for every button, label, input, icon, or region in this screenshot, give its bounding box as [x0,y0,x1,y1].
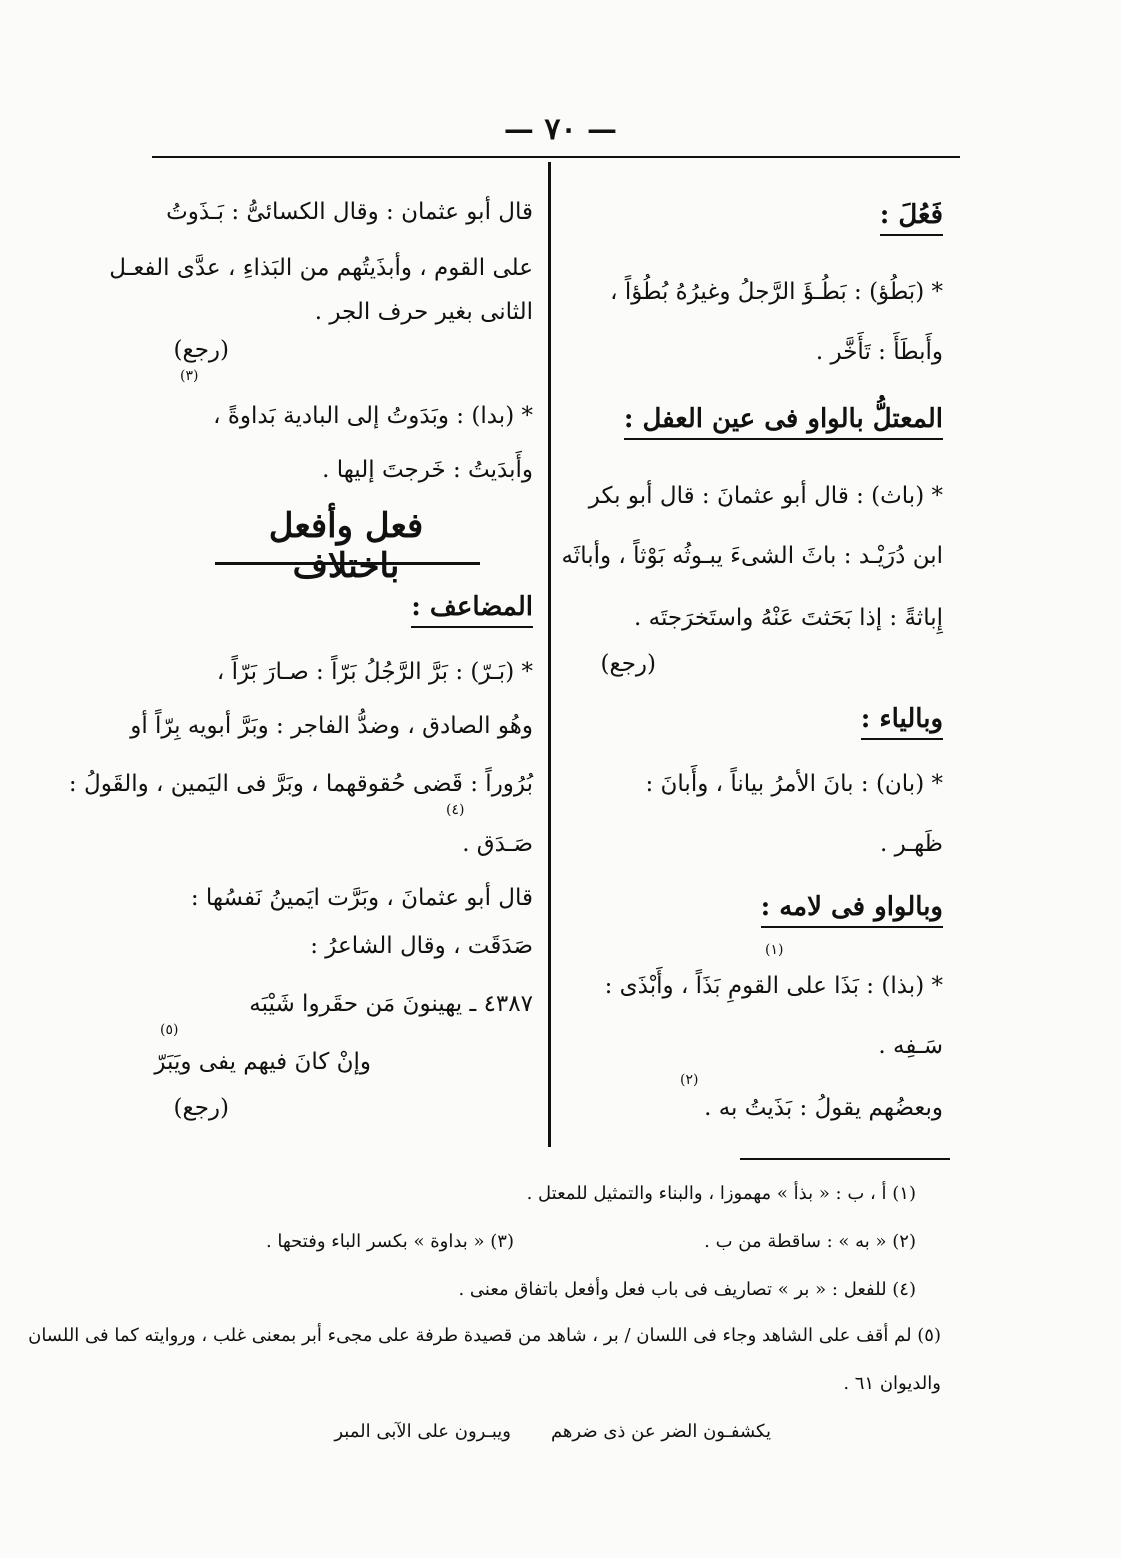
footnote-4: (٤) للفعل : « بر » تصاريف فى باب فعل وأفعل باتفاق معنى . [458,1279,916,1300]
entry-bada-line1: * (بدا) : وبَدَوتُ إلى البادية بَداوةً ، [213,403,533,429]
section-title-rule [215,562,480,565]
return-marker: (رجع) [173,337,229,363]
kisai-line3: الثانى بغير حرف الجر . [314,299,533,325]
footnote-5-line2: والديوان ٦١ . [843,1373,941,1394]
entry-barr-line3: بُرُوراً : قَضى حُقوقهما ، وبَرَّ فى اليَمين ، والقَولُ : [68,771,533,797]
entry-badha-line3: وبعضُهم يقولُ : بَذَيتُ به . [704,1095,943,1121]
entry-barr-line1: * (بَـرّ) : بَرَّ الرَّجُلُ بَرّاً : صـارَ بَرّاً ، [216,659,533,685]
entry-bath-line2: ابن دُرَيْـد : باثَ الشىءَ يبـوثُه بَوْثاً ، وأباثَه [561,543,943,569]
page-number: — ٧٠ — [503,112,618,147]
entry-bath-line3: إِباثةً : إذا بَحَثتَ عَنْهُ واستَخرَجتَه . [634,605,943,631]
footnote-ref-3: (٣) [180,368,199,384]
footnote-1: (١) أ ، ب : « بذأ » مهموزا ، والبناء والتمثيل للمعتل . [526,1183,916,1204]
section-title: فعل وأفعل باختلاف [268,506,424,586]
entry-batua-line1: * (بَطُؤ) : بَطُـؤَ الرَّجلُ وغيرُهُ بُطُؤاً ، [610,279,943,305]
footnote-ref-1: (١) [765,942,784,958]
entry-ban-line2: ظَهـر . [880,831,943,857]
footnote-ref-5: (٥) [160,1022,179,1038]
abu-uthman-line1: قال أبو عثمانَ ، وبَرَّت ايَمينُ نَفسُها : [190,885,533,911]
kisai-line2: على القوم ، وأبذَيتُهم من البَذاءِ ، عدَّى الفعـل [109,255,533,281]
verse-line2: وإنْ كانَ فيهم يفى ويَبَرّ [154,1049,371,1075]
entry-ban-line1: * (بان) : بانَ الأمرُ بياناً ، وأَبانَ : [645,771,943,797]
entry-batua-line2: وأَبطَأَ : تَأَخَّر . [815,339,943,365]
entry-bath-line1: * (باث) : قال أبو عثمانَ : قال أبو بكر [588,483,943,509]
heading-bil-ya: وبالياء : [573,704,943,740]
footnote-3: (٣) « بداوة » بكسر الباء وفتحها . [265,1231,514,1252]
entry-barr-line4: صَـدَق . [462,831,533,857]
entry-badha-line1: * (بذا) : بَذَا على القومِ بَذَاً ، وأَبْذَى : [604,973,943,999]
heading-faula: فَعُلَ : [573,200,943,236]
verse-line1: ٤٣٨٧ ـ يهينونَ مَن حقَروا شَيْبَه [249,991,533,1017]
footnote-ref-2: (٢) [680,1072,699,1088]
footnote-rule [740,1158,950,1160]
column-divider [548,162,551,1147]
footnote-5-line1: (٥) لم أقف على الشاهد وجاء فى اللسان / بر ، شاهد من قصيدة طرفة على مجىء أبر بمعنى غلب ، وروايته كما فى اللسان [28,1325,941,1346]
footnote-2: (٢) « به » : ساقطة من ب . [704,1231,916,1252]
abu-uthman-line2: صَدَقَت ، وقال الشاعرُ : [310,933,533,959]
heading-mutall-waw-ayn: المعتلُّ بالواو فى عين العفل : [573,404,943,440]
footnote-5-verse-b: ويبـرون على الآبى المبر [334,1421,511,1442]
return-marker: (رجع) [173,1095,229,1121]
entry-badha-line2: سَـفِه . [878,1033,943,1059]
heading-waw-lam: وبالواو فى لامه : [573,892,943,928]
kisai-line1: قال أبو عثمان : وقال الكسائىُّ : بَـذَوتُ [166,199,533,225]
entry-barr-line2: وهُو الصادق ، وضدُّ الفاجر : وبَرَّ أبويه بِرّاً أو [130,713,533,739]
footnote-5-verse-a: يكشفـون الضر عن ذى ضرهم [550,1421,771,1442]
heading-mudaaf: المضاعف : [203,592,533,628]
header-rule [152,156,960,158]
return-marker: (رجع) [600,651,656,677]
footnote-ref-4: (٤) [446,802,465,818]
entry-bada-line2: وأَبدَيتُ : خَرجتَ إليها . [322,457,533,483]
